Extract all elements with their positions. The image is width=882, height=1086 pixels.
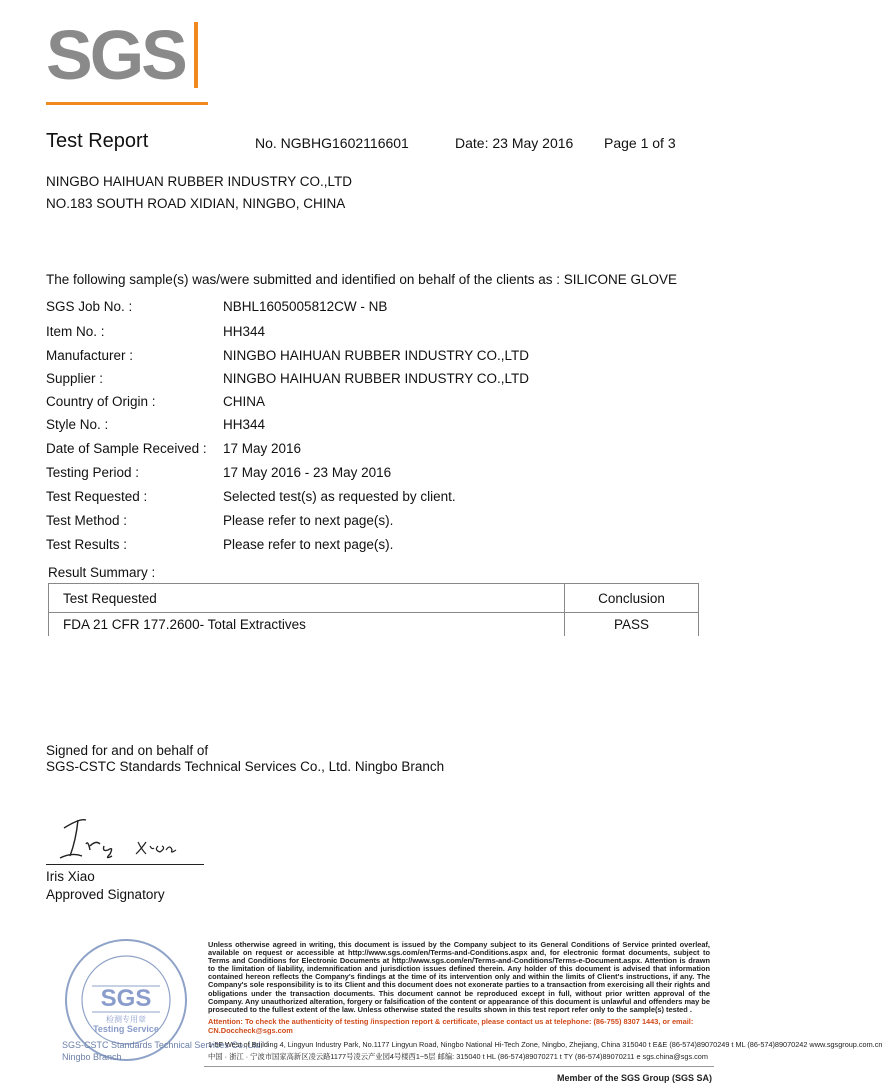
footer-address-cn: 中国 · 浙江 · 宁波市国家高新区凌云路1177号凌云产业园4号楼西1~5层 邮编: 315040 t HL (86-574)89070271 t TY (86-574)89070211 e sgs.china@sgs.com: [208, 1052, 708, 1061]
terms-fine-print: Unless otherwise agreed in writing, this document is issued by the Company subject to its General Conditions of Service printed overleaf, available on request or accessible at http://www.sgs.com/en/Terms-and-Conditions.aspx and, for electronic format documents, subject to Terms and Conditions for Electronic Documents at http://www.sgs.com/en/Terms-and-Conditions/Terms-e-Document.aspx. Attention is drawn to the limitation of liability, indemnification and jurisdiction issues defined therein. Any holder of this document is advised that information contained hereon reflects the Company's findings at the time of its intervention only and within the limits of Client's instructions, if any. The Company's sole responsibility is to its Client and this document does not exonerate parties to a transaction from exercising all their rights and obligations under the transaction documents. This document cannot be reproduced except in full, without prior written approval of the Company. Any unauthorized alteration, forgery or falsification of the content or appearance of this document is unlawful and offenders may be prosecuted to the fullest extent of the law. Unless otherwise stated the results shown in this test report refer only to the sample(s) tested .: [208, 940, 710, 1014]
signatory-title: Approved Signatory: [46, 887, 165, 902]
field-value: NINGBO HAIHUAN RUBBER INDUSTRY CO.,LTD: [223, 348, 530, 363]
sgs-logo: [46, 16, 210, 94]
field-value: 17 May 2016 - 23 May 2016: [223, 465, 392, 480]
field-value: 17 May 2016: [223, 441, 302, 456]
result-summary-label: Result Summary :: [48, 565, 156, 580]
field-label: Manufacturer :: [46, 348, 134, 363]
field-value: Selected test(s) as requested by client.: [223, 489, 456, 504]
stamp-side-text-1: SGS-CSTC Standards Technical Services Co.,Ltd.: [62, 1040, 263, 1050]
sgs-logo-text: SGS: [46, 16, 185, 94]
field-label: Item No. :: [46, 324, 105, 339]
field-label: Date of Sample Received :: [46, 441, 207, 456]
table-row: [49, 613, 699, 636]
table-header-test: Test Requested: [49, 584, 565, 613]
signature-line: [46, 864, 204, 865]
field-value: Please refer to next page(s).: [223, 537, 394, 552]
field-label: Test Method :: [46, 513, 128, 528]
field-label: Test Requested :: [46, 489, 148, 504]
stamp-service: Testing Service: [93, 1024, 159, 1034]
stamp-cn-service: 检测专用章: [106, 1015, 146, 1024]
signatory-name: Iris Xiao: [46, 869, 95, 884]
table-cell-test: FDA 21 CFR 177.2600- Total Extractives: [49, 613, 565, 636]
field-value: HH344: [223, 417, 266, 432]
signing-company: SGS-CSTC Standards Technical Services Co., Ltd. Ningbo Branch: [46, 759, 445, 774]
field-value: Please refer to next page(s).: [223, 513, 394, 528]
field-label: Testing Period :: [46, 465, 140, 480]
field-label: Country of Origin :: [46, 394, 156, 409]
logo-accent-vertical: [194, 22, 198, 88]
report-number: No. NGBHG1602116601: [255, 135, 409, 151]
report-date: Date: 23 May 2016: [455, 135, 574, 151]
page-indicator: Page 1 of 3: [604, 135, 676, 151]
field-value: CHINA: [223, 394, 266, 409]
footer-address-en: 1-5F West of Building 4, Lingyun Industry Park, No.1177 Lingyun Road, Ningbo National Hi-Tech Zone, Ningbo, Zhejiang, China 315040 t E&E (86-574)89070249 t ML (86-574)89070242 www.sgsgroup.com.cn: [208, 1040, 882, 1049]
handwritten-signature: [46, 806, 206, 866]
field-value: NINGBO HAIHUAN RUBBER INDUSTRY CO.,LTD: [223, 371, 530, 386]
signed-on-behalf: Signed for and on behalf of: [46, 743, 209, 758]
field-label: Test Results :: [46, 537, 128, 552]
field-value: HH344: [223, 324, 266, 339]
table-header-conclusion: Conclusion: [565, 584, 699, 613]
result-summary-table: [48, 583, 699, 636]
field-value: NBHL1605005812CW - NB: [223, 299, 388, 314]
field-label: SGS Job No. :: [46, 299, 133, 314]
sgs-group-member: Member of the SGS Group (SGS SA): [556, 1073, 712, 1083]
intro-text: The following sample(s) was/were submitted and identified on behalf of the clients as : SILICONE GLOVE: [46, 272, 678, 287]
footer-divider: [204, 1066, 714, 1067]
table-cell-conclusion: PASS: [565, 613, 699, 636]
authenticity-notice: Attention: To check the authenticity of testing /inspection report & certificate, please contact us at telephone: (86-755) 8307 1443, or email: CN.Doccheck@sgs.com: [208, 1017, 694, 1035]
stamp-side-text-2: Ningbo Branch: [62, 1052, 122, 1062]
client-name: NINGBO HAIHUAN RUBBER INDUSTRY CO.,LTD: [46, 174, 353, 189]
client-address: NO.183 SOUTH ROAD XIDIAN, NINGBO, CHINA: [46, 196, 346, 211]
report-title: Test Report: [46, 130, 149, 152]
field-label: Supplier :: [46, 371, 104, 386]
stamp-logo: SGS: [100, 985, 152, 1012]
table-header-row: [49, 584, 699, 613]
logo-accent-horizontal: [46, 102, 208, 105]
field-label: Style No. :: [46, 417, 109, 432]
